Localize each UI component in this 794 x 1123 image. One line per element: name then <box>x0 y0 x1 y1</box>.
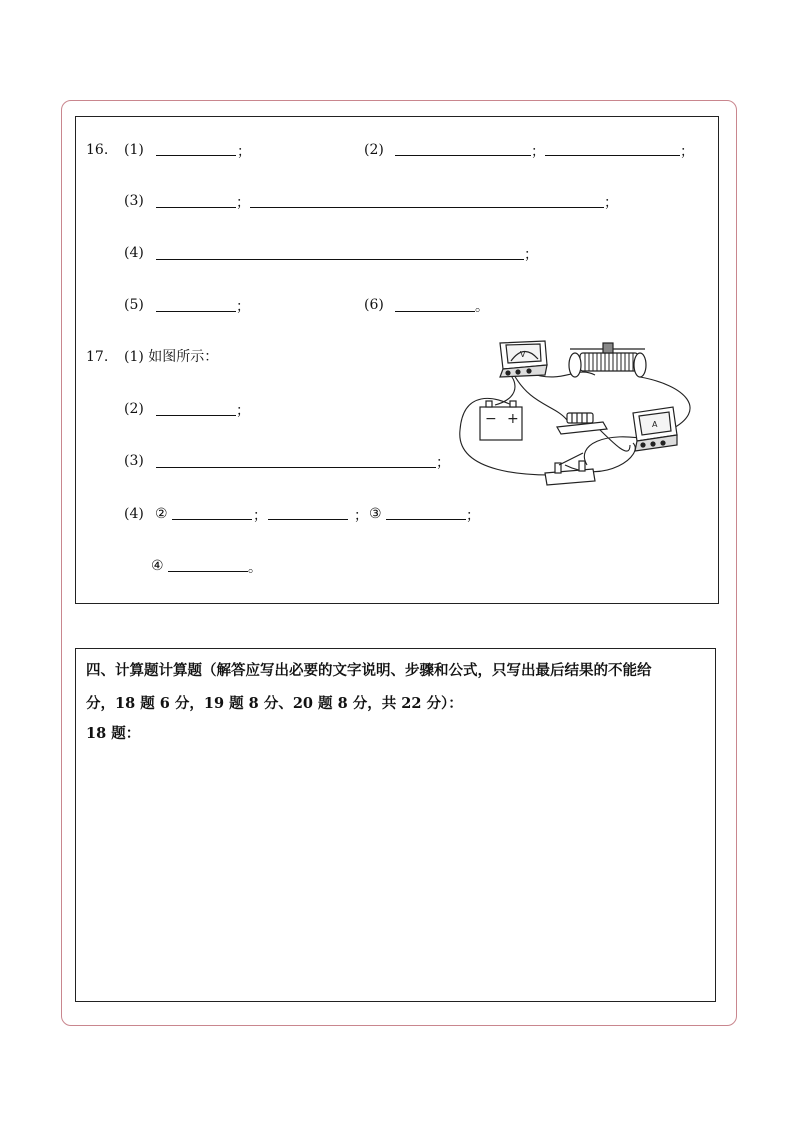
voltmeter-label: V <box>520 350 526 359</box>
q16-semicolon: ； <box>524 247 538 263</box>
q16-part4-blank[interactable] <box>156 259 524 260</box>
voltmeter-icon <box>500 341 547 377</box>
q16-part2-label: (2) <box>364 142 384 158</box>
q17-semicolon: ； <box>436 455 450 471</box>
q17-part4-label: (4) <box>124 506 144 522</box>
q17-semicolon: ； <box>354 508 368 524</box>
q16-part1-label: (1) <box>124 142 144 158</box>
q16-part5-blank[interactable] <box>156 311 236 312</box>
battery-icon <box>480 401 522 440</box>
battery-plus: + <box>507 411 519 427</box>
switch-icon <box>545 453 595 485</box>
q16-part6-blank[interactable] <box>395 311 475 312</box>
q16-part6-label: (6) <box>364 297 384 313</box>
q17-semicolon: ； <box>466 508 480 524</box>
section4-heading-line1: 四、计算题计算题（解答应写出必要的文字说明、步骤和公式，只写出最后结果的不能给 <box>86 662 652 679</box>
q17-circle-2: ② <box>155 506 168 522</box>
q16-part3-blank-b[interactable] <box>250 207 604 208</box>
q16-part5-label: (5) <box>124 297 144 313</box>
q17-part4-blank-b[interactable] <box>268 519 348 520</box>
q16-semicolon: ； <box>237 144 251 160</box>
q17-semicolon: ； <box>236 403 250 419</box>
q16-semicolon: ； <box>236 195 250 211</box>
q17-circle-4: ④ <box>151 558 164 574</box>
q17-part4-blank-a[interactable] <box>172 519 252 520</box>
q16-part2-blank-a[interactable] <box>395 155 531 156</box>
coil-icon <box>557 413 607 434</box>
q17-number: 17. <box>86 349 109 365</box>
q16-part4-label: (4) <box>124 245 144 261</box>
q17-part4-blank-d[interactable] <box>168 571 248 572</box>
q16-semicolon: ； <box>604 195 618 211</box>
circuit-figure <box>455 335 705 490</box>
q16-part1-blank[interactable] <box>156 155 236 156</box>
section4-heading-line2: 分，18 题 6 分，19 题 8 分、20 题 8 分，共 22 分）： <box>86 695 463 712</box>
q16-semicolon: ； <box>236 299 250 315</box>
q18-label: 18 题： <box>86 725 141 742</box>
q17-part2-blank[interactable] <box>156 415 236 416</box>
rheostat-icon <box>569 343 646 377</box>
ammeter-label: A <box>652 420 658 429</box>
q16-semicolon: ； <box>680 144 694 160</box>
q16-period: 。 <box>475 299 489 315</box>
q17-circle-3: ③ <box>369 506 382 522</box>
q17-part3-label: (3) <box>124 453 144 469</box>
q16-part3-blank-a[interactable] <box>156 207 236 208</box>
q17-semicolon: ； <box>253 508 267 524</box>
battery-minus: − <box>485 411 497 427</box>
q17-period: 。 <box>248 560 262 576</box>
q16-part2-blank-b[interactable] <box>545 155 680 156</box>
q17-part3-blank[interactable] <box>156 467 436 468</box>
q17-part1-text: (1) 如图所示： <box>124 349 219 365</box>
q18-answer-area[interactable] <box>86 750 706 995</box>
q17-part2-label: (2) <box>124 401 144 417</box>
q17-part4-blank-c[interactable] <box>386 519 466 520</box>
q16-part3-label: (3) <box>124 193 144 209</box>
q16-semicolon: ； <box>531 144 545 160</box>
q16-number: 16. <box>86 142 109 158</box>
ammeter-icon <box>633 407 677 451</box>
